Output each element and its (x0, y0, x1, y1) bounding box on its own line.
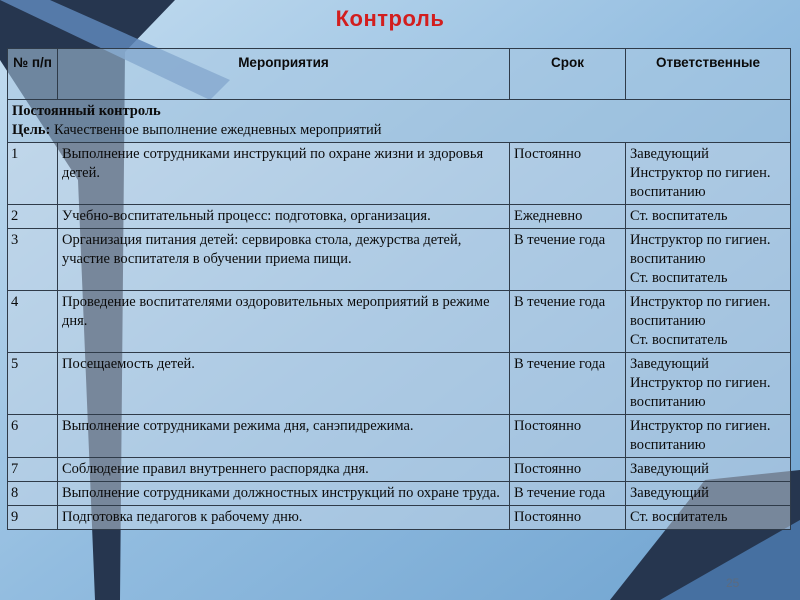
row-term: Ежедневно (510, 205, 626, 229)
row-responsible (626, 291, 791, 353)
row-term: В течение года (510, 353, 626, 415)
row-activity: Подготовка педагогов к рабочему дню. (58, 506, 510, 530)
row-term: Постоянно (510, 143, 626, 205)
goal-label: Цель: (12, 122, 51, 138)
row-responsible (626, 143, 791, 205)
responsible-person: Инструктор по гигиен. воспитанию (630, 232, 771, 267)
responsible-person: Ст. воспитатель (630, 332, 728, 348)
row-responsible (626, 205, 791, 229)
row-term: В течение года (510, 291, 626, 353)
header-activities: Мероприятия (58, 49, 510, 100)
table-row (8, 458, 791, 482)
row-activity: Проведение воспитателями оздоровительных мероприятий в режиме дня. (58, 291, 510, 353)
row-activity: Выполнение сотрудниками режима дня, санэпидрежима. (58, 415, 510, 458)
row-responsible (626, 229, 791, 291)
row-responsible (626, 482, 791, 506)
row-activity: Посещаемость детей. (58, 353, 510, 415)
section-heading: Постоянный контроль (12, 103, 161, 119)
row-term: В течение года (510, 482, 626, 506)
page-number: 25 (726, 576, 740, 590)
responsible-person: Ст. воспитатель (630, 509, 728, 525)
control-table (7, 48, 791, 530)
header-responsible: Ответственные (626, 49, 791, 100)
table-row (8, 353, 791, 415)
row-responsible (626, 506, 791, 530)
responsible-person: Заведующий (630, 146, 709, 162)
responsible-person: Ст. воспитатель (630, 208, 728, 224)
row-term: В течение года (510, 229, 626, 291)
row-activity: Соблюдение правил внутреннего распорядка дня. (58, 458, 510, 482)
row-activity: Организация питания детей: сервировка стола, дежурства детей, участие воспитателя в обучении приема пищи. (58, 229, 510, 291)
table-row (8, 482, 791, 506)
row-number: 1 (8, 143, 58, 205)
row-responsible (626, 458, 791, 482)
table-row (8, 506, 791, 530)
responsible-person: Заведующий (630, 356, 709, 372)
section-row (8, 100, 791, 143)
row-term: Постоянно (510, 506, 626, 530)
row-term: Постоянно (510, 415, 626, 458)
row-term: Постоянно (510, 458, 626, 482)
row-activity: Учебно-воспитательный процесс: подготовка, организация. (58, 205, 510, 229)
table-row (8, 205, 791, 229)
header-number: № п/п (8, 49, 58, 100)
responsible-person: Заведующий (630, 485, 709, 501)
responsible-person: Ст. воспитатель (630, 270, 728, 286)
page-title: Контроль (335, 6, 445, 31)
goal-text: Качественное выполнение ежедневных мероприятий (50, 122, 382, 138)
row-activity: Выполнение сотрудниками инструкций по охране жизни и здоровья детей. (58, 143, 510, 205)
row-number: 5 (8, 353, 58, 415)
row-activity: Выполнение сотрудниками должностных инструкций по охране труда. (58, 482, 510, 506)
responsible-person: Инструктор по гигиен. воспитанию (630, 375, 771, 410)
table-row (8, 229, 791, 291)
table-header-row (8, 49, 791, 100)
row-number: 9 (8, 506, 58, 530)
row-number: 8 (8, 482, 58, 506)
responsible-person: Инструктор по гигиен. воспитанию (630, 294, 771, 329)
responsible-person: Заведующий (630, 461, 709, 477)
row-number: 6 (8, 415, 58, 458)
table-row (8, 415, 791, 458)
responsible-person: Инструктор по гигиен. воспитанию (630, 165, 771, 200)
responsible-person: Инструктор по гигиен. воспитанию (630, 418, 771, 453)
table-row (8, 143, 791, 205)
row-number: 4 (8, 291, 58, 353)
row-responsible (626, 415, 791, 458)
row-number: 2 (8, 205, 58, 229)
row-number: 7 (8, 458, 58, 482)
row-responsible (626, 353, 791, 415)
table-row (8, 291, 791, 353)
row-number: 3 (8, 229, 58, 291)
header-term: Срок (510, 49, 626, 100)
